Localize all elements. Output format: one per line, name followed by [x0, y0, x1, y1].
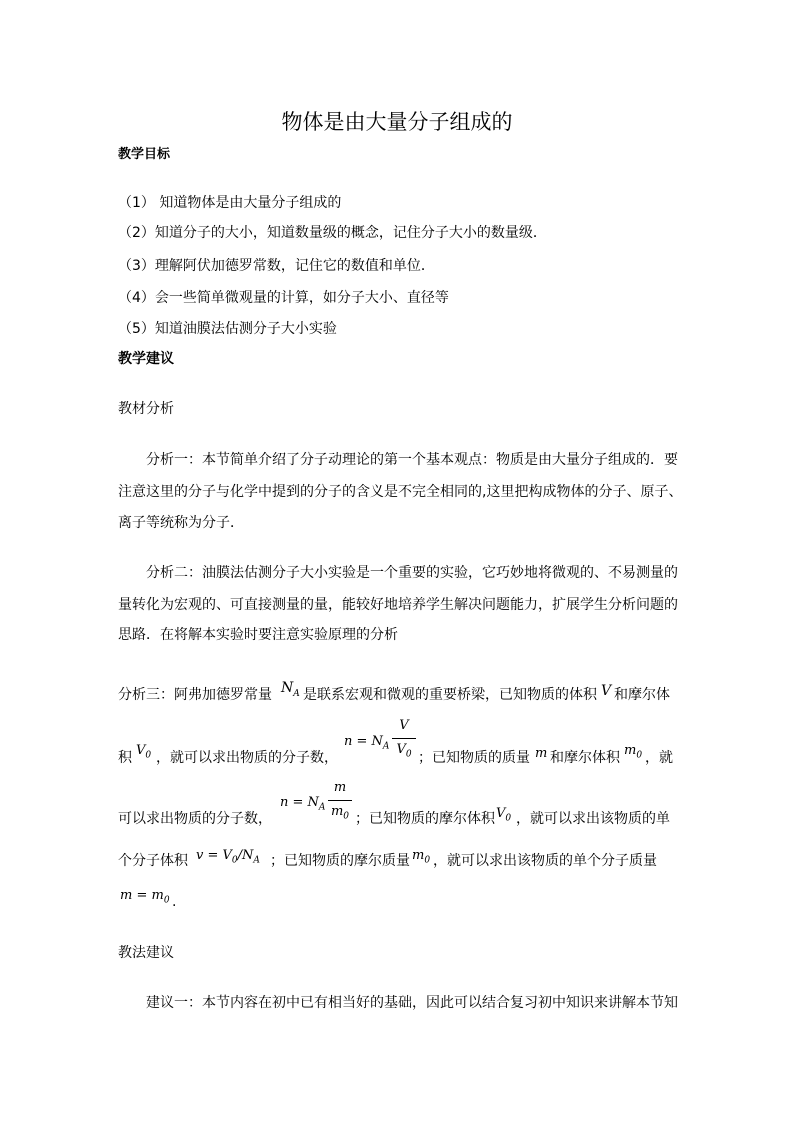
goal-item: （2）知道分子的大小，知道数量级的概念，记住分子大小的数量级． [118, 225, 547, 241]
goal-item: （3）理解阿伏加德罗常数，记住它的数值和单位． [118, 258, 435, 274]
goal-item: （5）知道油膜法估测分子大小实验 [118, 321, 337, 337]
analysis3-text: ，就可以求出该物质的单 [516, 811, 670, 827]
analysis1-line: 离子等统称为分子． [118, 515, 244, 531]
molar-volume-m0-symbol: $m_0$ [624, 743, 643, 761]
goal-item: （4）会一些简单微观量的计算，如分子大小、直径等 [118, 290, 449, 306]
analysis3-text: 可以求出物质的分子数， [118, 811, 272, 827]
analysis1-line: 注意这里的分子与化学中提到的分子的含义是不完全相同的,这里把构成物体的分子、原子、 [118, 484, 683, 500]
suggestion-line: 建议一：本节内容在初中已有相当好的基础，因此可以结合复习初中知识来讲解本节知 [146, 995, 678, 1011]
analysis2-line: 量转化为宏观的、可直接测量的量，能较好地培养学生解决问题能力，扩展学生分析问题的 [118, 597, 678, 613]
analysis3-text: ，就可以求出物质的分子数， [156, 750, 338, 766]
formula-n-lhs: $n = N_A$ [280, 795, 326, 813]
analysis3-text: ；已知物质的摩尔体积 [355, 811, 495, 827]
analysis3-text: ；已知物质的质量 [418, 750, 530, 766]
analysis3-text: ，就可以求出该物质的单个分子质量 [433, 853, 657, 869]
formula-v-eq: $v = V_0/N_A$ [196, 848, 260, 866]
goal-item: （1） 知道物体是由大量分子组成的 [118, 195, 342, 211]
page-title: 物体是由大量分子组成的 [281, 110, 513, 134]
molar-volume-symbol: $V_0$ [496, 806, 512, 824]
analysis2-line: 思路．在将解本实验时要注意实验原理的分析 [118, 627, 398, 643]
avogadro-symbol: $N_A$ [281, 680, 300, 699]
analysis2-line: 分析二：油膜法估测分子大小实验是一个重要的实验，它巧妙地将微观的、不易测量的 [146, 565, 678, 581]
formula-m-eq: $m = m_0$ [120, 888, 170, 906]
analysis3-text: 积 [118, 750, 132, 766]
mass-symbol: m [535, 746, 548, 761]
analysis-heading: 教材分析 [118, 401, 174, 417]
analysis3-text: 和摩尔体 [614, 687, 670, 703]
molar-mass-symbol: $m_0$ [412, 848, 431, 866]
fraction-v-over-v0: V $V_0$ [392, 718, 416, 764]
formula-n-lhs: $n = N_A$ [344, 734, 390, 752]
analysis3-text: ；已知物质的摩尔质量 [270, 853, 410, 869]
suggest-heading: 教学建议 [118, 351, 174, 367]
fraction-m-over-m0: m $m_0$ [328, 780, 352, 826]
volume-symbol: V [601, 683, 612, 699]
analysis3-text: ，就 [645, 750, 673, 766]
analysis3-text: 是联系宏观和微观的重要桥梁，已知物质的体积 [303, 687, 597, 703]
analysis1-line: 分析一：本节简单介绍了分子动理论的第一个基本观点：物质是由大量分子组成的．要 [146, 452, 678, 468]
analysis3-text: . [172, 894, 177, 910]
goals-heading: 教学目标 [118, 147, 171, 162]
analysis3-text: 个分子体积 [118, 853, 188, 869]
analysis3-text: 分析三：阿弗加德罗常量 [118, 687, 272, 703]
method-heading: 教法建议 [118, 945, 174, 961]
analysis3-text: 和摩尔体积 [550, 750, 620, 766]
molar-volume-symbol: $V_0$ [136, 743, 152, 761]
